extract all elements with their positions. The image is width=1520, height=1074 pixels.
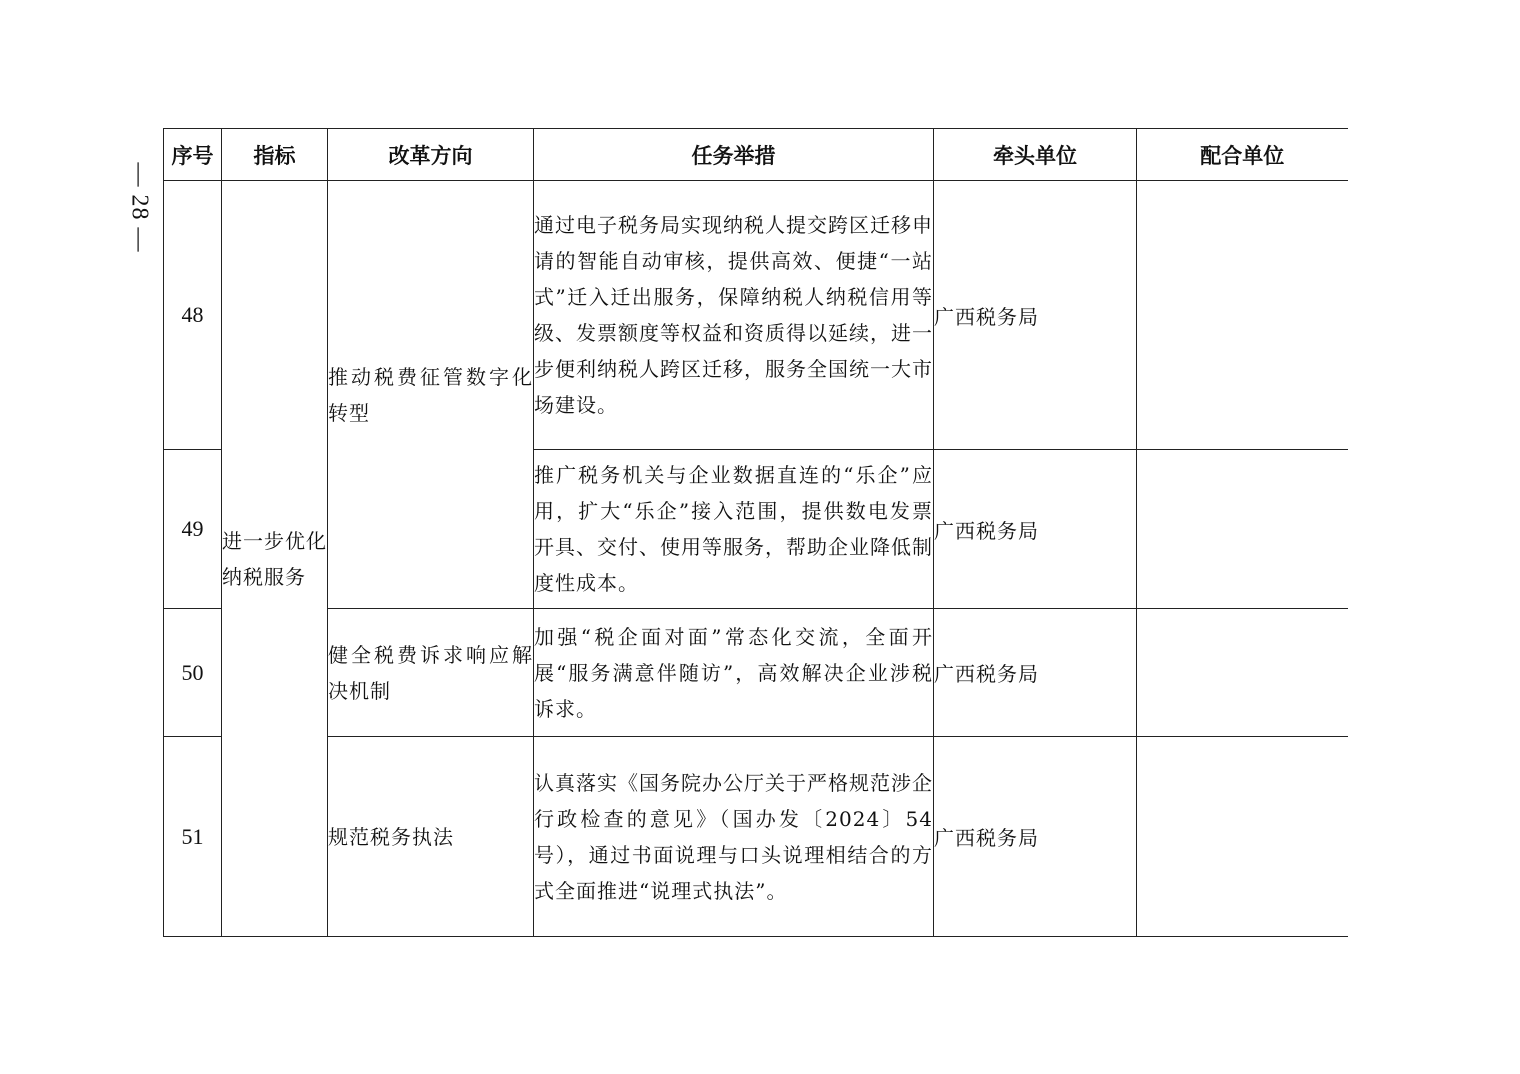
- support-unit-cell: [1137, 609, 1348, 737]
- support-unit-cell: [1137, 450, 1348, 609]
- header-direction: 改革方向: [328, 129, 534, 181]
- row-number: 51: [164, 737, 222, 937]
- header-number: 序号: [164, 129, 222, 181]
- measure-cell: 认真落实《国务院办公厅关于严格规范涉企行政检查的意见》（国办发〔2024〕54号），通过书面说理与口头说理相结合的方式全面推进“说理式执法”。: [534, 737, 934, 937]
- lead-unit-cell: 广西税务局: [934, 737, 1137, 937]
- header-lead-unit: 牵头单位: [934, 129, 1137, 181]
- measure-cell: 通过电子税务局实现纳税人提交跨区迁移申请的智能自动审核，提供高效、便捷“一站式”迁入迁出服务，保障纳税人纳税信用等级、发票额度等权益和资质得以延续，进一步便利纳税人跨区迁移，服务全国统一大市场建设。: [534, 181, 934, 450]
- row-number: 49: [164, 450, 222, 609]
- row-number: 50: [164, 609, 222, 737]
- direction-cell: 推动税费征管数字化转型: [328, 181, 534, 609]
- page-number-text: — 28 —: [126, 162, 153, 252]
- measure-cell: 加强“税企面对面”常态化交流，全面开展“服务满意伴随访”，高效解决企业涉税诉求。: [534, 609, 934, 737]
- table-header-row: [164, 129, 1348, 181]
- header-measure: 任务举措: [534, 129, 934, 181]
- lead-unit-cell: 广西税务局: [934, 450, 1137, 609]
- indicator-cell: 进一步优化纳税服务: [222, 181, 328, 937]
- direction-cell: 规范税务执法: [328, 737, 534, 937]
- task-table: [163, 128, 1348, 937]
- header-indicator: 指标: [222, 129, 328, 181]
- table-row: [164, 181, 1348, 450]
- support-unit-cell: [1137, 737, 1348, 937]
- row-number: 48: [164, 181, 222, 450]
- support-unit-cell: [1137, 181, 1348, 450]
- table-row: [164, 737, 1348, 937]
- lead-unit-cell: 广西税务局: [934, 609, 1137, 737]
- table-row: [164, 609, 1348, 737]
- lead-unit-cell: 广西税务局: [934, 181, 1137, 450]
- direction-cell: 健全税费诉求响应解决机制: [328, 609, 534, 737]
- measure-cell: 推广税务机关与企业数据直连的“乐企”应用，扩大“乐企”接入范围，提供数电发票开具、交付、使用等服务，帮助企业降低制度性成本。: [534, 450, 934, 609]
- page-number: [124, 152, 154, 262]
- header-support-unit: 配合单位: [1137, 129, 1348, 181]
